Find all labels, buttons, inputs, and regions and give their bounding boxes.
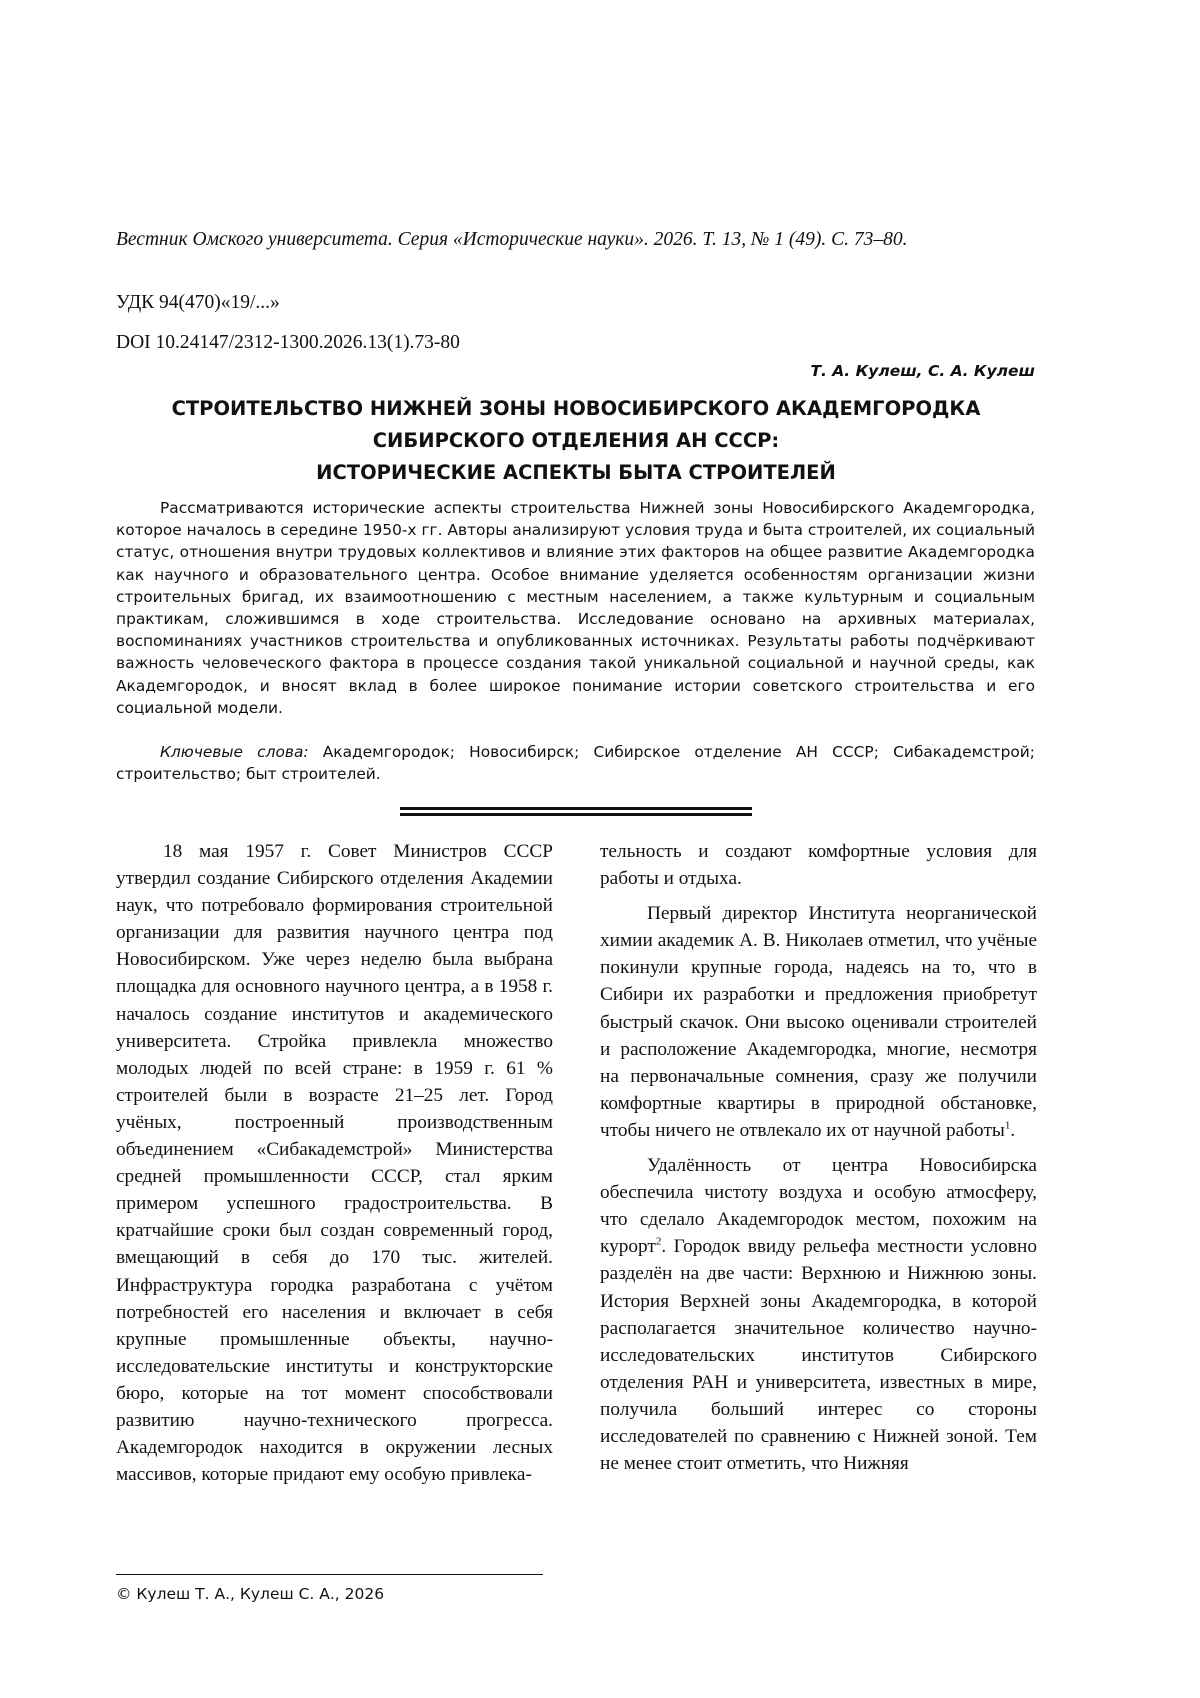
paragraph-text: Первый директор Института неорганической химии академик А. В. Николаев отметил, что учёные покинули крупные города, надеясь на то, что в Сибири их разработки и предложения приобретут быстрый скачок. Они высоко оценивали строителей и расположение Академгородка, многие, несмотря на первоначальные сомнения, сразу же получили комфортные квартиры в природной обстановке, чтобы ничего не отвлекало их от научной работы [600,903,1037,1141]
authors: Т. А. Кулеш, С. А. Кулеш [810,362,1035,380]
keywords [116,741,1035,785]
copyright: © Кулеш Т. А., Кулеш С. А., 2026 [116,1585,385,1603]
footnote-ref-2: 2 [655,1235,662,1248]
footnote-rule [116,1574,543,1575]
title-line-3: ИСТОРИЧЕСКИЕ АСПЕКТЫ БЫТА СТРОИТЕЛЕЙ [316,461,836,484]
body-paragraph: 18 мая 1957 г. Совет Министров СССР утвердил создание Сибирского отделения Академии наук, что потребовало формирования строительной организации для развития научного центра под Новосибирском. Уже через неделю была выбрана площадка для основного научного центра, а в 1958 г. началось создание институтов и академического университета. Стройка привлекла множество молодых людей по всей стране: в 1959 г. 61 % строителей были в возрасте 21–25 лет. Город учёных, построенный производственным объединением «Сибакадемстрой» Министерства средней промышленности СССР, стал ярким примером успешного градостроительства. В кратчайшие сроки был создан современный город, вмещающий в себя до 170 тыс. жителей. Инфраструктура городка разработана с учётом потребностей его населения и включает в себя крупные промышленные объекты, научно-исследовательские институты и конструкторские бюро, которые на тот момент способствовали развитию научно-технического прогресса. Академгородок находится в окружении лесных массивов, которые придают ему особую привлека- [116,841,553,1486]
paragraph-text-end: . [1010,1119,1016,1141]
paragraph-text: Удалённость от центра Новосибирска обеспечила чистоту воздуха и особую атмосферу, что сделало Академгородок местом, похожим на курорт [600,1155,1037,1258]
title-line-1: СТРОИТЕЛЬСТВО НИЖНЕЙ ЗОНЫ НОВОСИБИРСКОГО АКАДЕМГОРОДКА [171,397,981,420]
divider-rule-bottom [400,813,752,816]
keywords-list: Академгородок; Новосибирск; Сибирское отделение АН СССР; Сибакадемстрой; строительство; быт строителей. [116,743,1035,784]
abstract: Рассматриваются исторические аспекты строительства Нижней зоны Новосибирского Академгородка, которое началось в середине 1950-х гг. Авторы анализируют условия труда и быта строителей, их социальный статус, отношения внутри трудовых коллективов и влияние этих факторов на общее развитие Академгородка как научного и образовательного центра. Особое внимание уделяется особенностям организации жизни строительных бригад, их взаимоотношению с местным населением, а также культурным и социальным практикам, сложившимся в ходе строительства. Исследование основано на архивных материалах, воспоминаниях участников строительства и опубликованных источниках. Результаты работы подчёркивают важность человеческого фактора в процессе создания такой уникальной социальной и научной среды, как Академгородок, и вносят вклад в более широкое понимание истории советского строительства и его социальной модели. [116,499,1035,717]
body-paragraph-continued: тельность и создают комфортные условия для работы и отдыха. [600,841,1037,890]
body-column-left [116,838,553,1488]
title-line-2: СИБИРСКОГО ОТДЕЛЕНИЯ АН СССР: [372,429,780,452]
keywords-label: Ключевые слова: [160,743,309,761]
journal-citation: Вестник Омского университета. Серия «Исторические науки». 2026. Т. 13, № 1 (49). С. 73–80. [116,229,908,250]
body-paragraph [600,900,1037,1144]
body-column-right [600,838,1037,1477]
body-paragraph [600,1152,1037,1477]
doi: DOI 10.24147/2312-1300.2026.13(1).73-80 [116,332,460,353]
divider-rule-top [400,807,752,810]
footnote-ref-1: 1 [1004,1119,1011,1132]
udk-code: УДК 94(470)«19/...» [116,292,280,313]
article-title [116,393,1036,489]
paragraph-text-end: . Городок ввиду рельефа местности условно разделён на две части: Верхнюю и Нижнюю зоны. История Верхней зоны Академгородка, в которой располагается значительное количество научно-исследовательских институтов Сибирского отделения РАН и университета, известных в мире, получила больший интерес со стороны исследователей по сравнению с Нижней зоной. Тем не менее стоит отметить, что Нижняя [600,1236,1037,1475]
